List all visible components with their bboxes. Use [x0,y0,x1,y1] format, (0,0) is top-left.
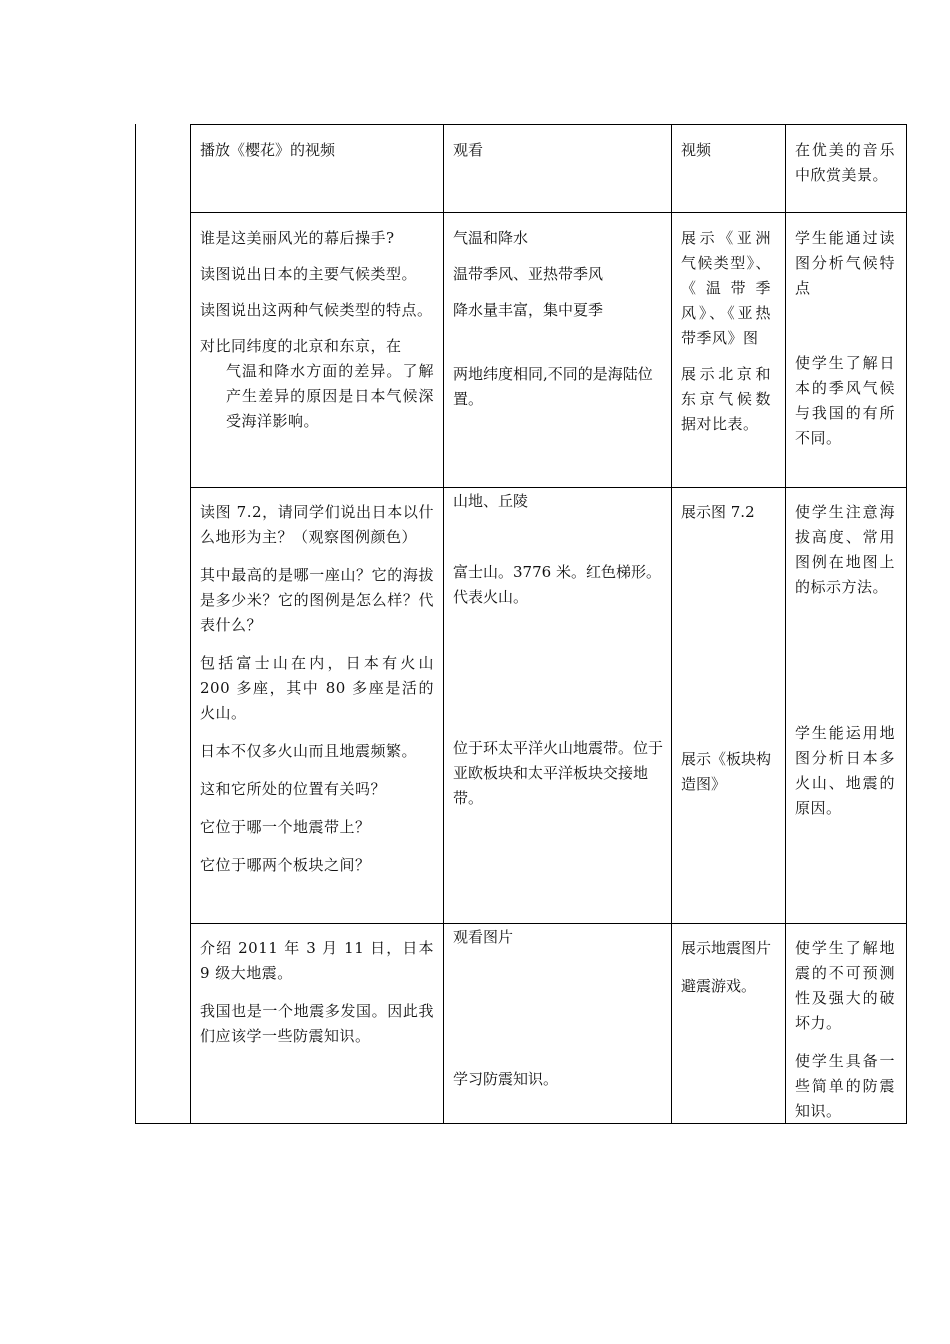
row2-student-a3: 降水量丰富，集中夏季 [453,301,604,319]
row2-intent-i2: 使学生了解日本的季风气候与我国的有所不同。 [795,354,895,447]
lesson-table [135,124,907,1124]
row3-intent [795,500,895,821]
row3-activity [200,500,434,878]
table-border-bottom [135,1123,907,1124]
row3-student [453,489,667,811]
row2-media-m1: 展示《亚洲气候类型》、《温带季风》、《亚热带季风》图 [681,229,771,347]
table-border-right [906,124,907,1124]
row3-media [681,500,777,797]
row4-student-a1: 观看图片 [453,928,514,946]
row2-media [681,226,771,437]
row3-activity-q5: 这和它所处的位置有关吗？ [200,780,387,798]
row2-activity-q1: 谁是这美丽风光的幕后操手? [200,229,395,247]
table-border-top [190,124,907,125]
row2-activity-q3: 读图说出这两种气候类型的特点。 [200,301,433,319]
row-divider-3 [190,923,907,924]
row4-intent-i2: 使学生具备一些简单的防震知识。 [795,1052,895,1120]
row4-activity [200,936,434,1049]
row1-activity [200,138,434,163]
table-border-left [135,124,136,1124]
row4-media [681,936,777,999]
row3-intent-i2: 学生能运用地图分析日本多火山、地震的原因。 [795,724,895,817]
row4-activity-q2: 我国也是一个地震多发国。因此我们应该学一些防震知识。 [200,1002,434,1045]
row4-student-a2: 学习防震知识。 [453,1070,559,1088]
row2-student-a2: 温带季风、亚热带季风 [453,265,604,283]
row2-intent-i1: 学生能通过读图分析气候特点 [795,229,895,297]
table-divider-col4 [785,124,786,1124]
row1-media-text: 视频 [681,141,712,159]
table-divider-col1 [190,124,191,1124]
row4-activity-q1: 介绍 2011 年 3 月 11 日，日本 9 级大地震。 [200,939,434,982]
row-divider-1 [190,212,907,213]
row3-activity-q6: 它位于哪一个地震带上？ [200,818,371,836]
row3-media-m2: 展示《板块构造图》 [681,750,772,793]
row1-student [453,138,663,163]
row3-activity-q3: 包括富士山在内，日本有火山 200 多座，其中 80 多座是活的火山。 [200,654,434,722]
table-divider-col2 [443,124,444,1124]
row4-intent-i1: 使学生了解地震的不可预测性及强大的破坏力。 [795,939,895,1032]
row4-media-m2: 避震游戏。 [681,977,757,995]
row4-media-m1: 展示地震图片 [681,939,772,957]
row2-student-a1: 气温和降水 [453,229,529,247]
row1-student-text: 观看 [453,141,484,159]
row3-student-a1: 山地、丘陵 [453,492,529,510]
row3-activity-q7: 它位于哪两个板块之间？ [200,856,371,874]
row3-student-a2: 富士山。3776 米。红色梯形。代表火山。 [453,563,661,606]
row2-activity-q4-cont: 气温和降水方面的差异。了解产生差异的原因是日本气候深受海洋影响。 [226,362,434,430]
row3-student-a3: 位于环太平洋火山地震带。位于亚欧板块和太平洋板块交接地带。 [453,739,664,807]
row2-activity-q2: 读图说出日本的主要气候类型。 [200,265,418,283]
row4-student [453,925,667,1092]
row4-intent [795,936,895,1124]
row1-intent [795,138,895,188]
row2-student [453,226,667,412]
row3-activity-q1: 读图 7.2，请同学们说出日本以什么地形为主？（观察图例颜色） [200,503,434,546]
row2-activity-q4: 对比同纬度的北京和东京，在 [200,337,402,355]
row3-activity-q2: 其中最高的是哪一座山？它的海拔是多少米？它的图例是怎么样？代表什么？ [200,566,434,634]
row2-activity [200,226,434,434]
row3-activity-q4: 日本不仅多火山而且地震频繁。 [200,742,418,760]
row2-student-a4: 两地纬度相同,不同的是海陆位置。 [453,365,653,408]
row1-media [681,138,777,163]
table-divider-col3 [671,124,672,1124]
row1-activity-text: 播放《樱花》的视频 [200,141,336,159]
row3-media-m1: 展示图 7.2 [681,503,755,521]
row2-media-m2: 展示北京和东京气候数据对比表。 [681,365,771,433]
row1-intent-text: 在优美的音乐中欣赏美景。 [795,141,895,184]
row3-intent-i1: 使学生注意海拔高度、常用图例在地图上的标示方法。 [795,503,895,596]
row-divider-2 [190,487,907,488]
row2-intent [795,226,895,451]
